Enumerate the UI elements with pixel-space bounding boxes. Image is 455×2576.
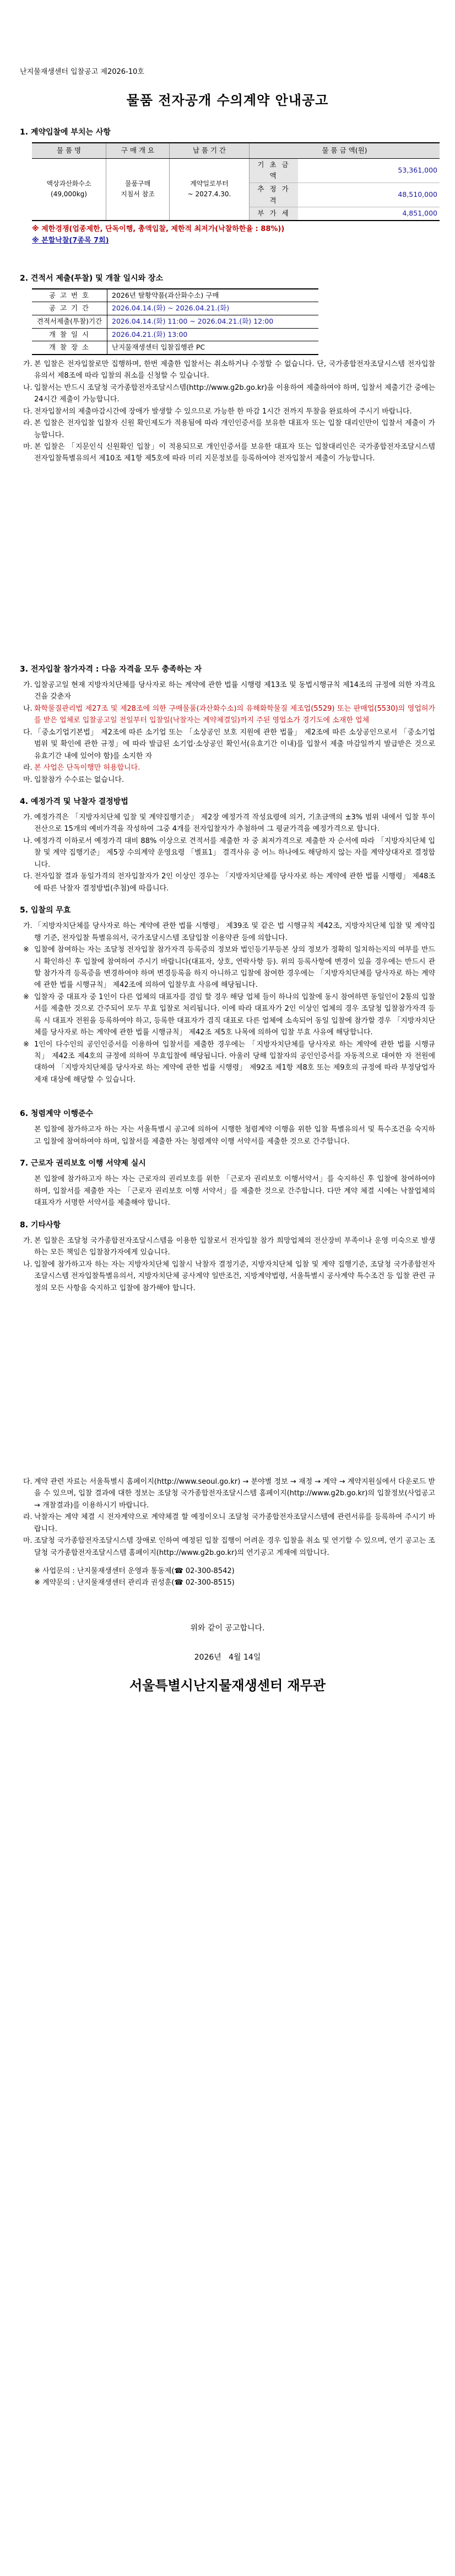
amount-label: 부 가 세	[250, 207, 298, 220]
item-text: 입찰자 중 대표자 중 1인이 다른 업체의 대표자를 겸임 할 경우 해당 업체 들이 하나의 입찰에 동시 참여하면 동일인이 2통의 입찰서를 제출한 것으로 간주되어 모두 무효 입찰로 처리됩니다. 이에 따라 대표자가 2인 이상인 업체의 경우 조달청 입찰참가자격 등록 시 대표자 전원을 등록하여야 하고, 등록한 대표자가 겸직 대표로 다른 업체에 소속되어 동일 입찰에 참가할 경우 「지방자치단체를 당사자로 하는 계약에 관한 법률 시행규칙」 제42조 제5호 나목에 의하여 입찰 무효 사유에 해당합니다.	[34, 992, 435, 1037]
section-3-heading: 3. 전자입찰 참가자격 : 다음 자격을 모두 충족하는 자	[20, 664, 202, 674]
list-item	[23, 774, 435, 786]
item-text: 입찰서는 반드시 조달청 국가종합전자조달시스템(http://www.g2b.go.kr)을 이용하여 제출하여야 하며, 입찰서 제출기간 중에는 24시간 제출이 가능합니다.	[34, 383, 436, 404]
notice-date: 2026년 4월 14일	[194, 1653, 261, 1662]
list-item	[23, 762, 435, 774]
item-label: 가.	[23, 922, 32, 931]
item-label: 나.	[23, 1260, 32, 1269]
item-label: ※	[23, 946, 29, 954]
schedule-key: 공 고 번 호	[32, 289, 107, 302]
item-label: 나.	[23, 704, 32, 713]
item-name: 액상과산화수소	[46, 179, 91, 187]
list-item	[23, 358, 435, 382]
list-item	[23, 1259, 435, 1294]
summary-line-2: 지침서 참조	[121, 190, 155, 198]
item-label: ※	[23, 1040, 29, 1049]
list-item	[23, 991, 435, 1039]
item-label: 다.	[23, 407, 32, 416]
schedule-value: 2026.04.14.(화) ~ 2026.04.21.(화)	[107, 302, 319, 315]
page-title: 물품 전자공개 수의계약 안내공고	[126, 93, 329, 109]
amount-value: 4,851,000	[402, 209, 437, 218]
schedule-key: 공 고 기 간	[32, 302, 107, 315]
period-line-2: ~ 2027.4.30.	[187, 190, 231, 198]
item-label: 라.	[23, 419, 32, 428]
schedule-key: 개 찰 장 소	[32, 341, 107, 355]
document-number: 난지물재생센터 입찰공고 제2026-10호	[20, 68, 144, 76]
list-item	[23, 812, 435, 835]
amount-cell	[250, 158, 440, 221]
item-text: 「중소기업기본법」 제2조에 따른 소기업 또는 「소상공인 보호 지원에 관한 법률」 제2조에 따른 소상공인으로서 「중소기업 범위 및 확인에 관한 규정」에 따라 발급된 소기업·소상공인 확인서(유효기간 이내)를 입찰서 제출 마감일까지 발급받은 것으로 유효기간 내에 있어야 함)를 소지한 자	[34, 728, 435, 760]
item-text: 입찰참가 수수료는 없습니다.	[34, 775, 124, 784]
schedule-value: 난지물재생센터 입찰집행관 PC	[107, 341, 319, 355]
schedule-key: 개 찰 일 시	[32, 328, 107, 341]
bid-items-table	[32, 142, 440, 221]
list-item	[23, 1511, 435, 1535]
item-text: 1인이 다수인의 공인인증서를 이용하여 입찰서를 제출한 경우에는 「지방자치단체를 당사자로 하는 계약에 관한 법률 시행규칙」 제42조 제4호의 규정에 의하여 무효입찰에 해당됩니다. 아울러 당해 입찰자의 공인인증서를 자동적으로 대여한 자 전원에 대하여 「지방자치단체를 당사자로 하는 계약에 관한 법률 시행령」 제92조 제1항 제8호 또는 제9호의 규정에 따라 부정당업자 제재 대상에 해당할 수 있습니다.	[34, 1040, 435, 1084]
item-text: 조달청 국가종합전자조달시스템 장애로 인하여 예정된 입찰 집행이 어려운 경우 입찰을 취소 및 연기할 수 있으며, 연기 공고는 조달청 국가종합전자조달시스템 홈페이지(http://www.g2b.go.kr)의 연기공고 게재에 의합니다.	[34, 1537, 435, 1557]
list-item	[23, 1235, 435, 1259]
section-5-heading: 5. 입찰의 무효	[20, 906, 71, 915]
item-label: 마.	[23, 443, 32, 452]
th-summary: 구 매 개 요	[106, 143, 170, 158]
item-label: 가.	[23, 359, 32, 368]
section-6-heading: 6. 청렴계약 이행준수	[20, 1109, 93, 1119]
split-award-note: ※ 본할낙찰(7종목 7회)	[32, 237, 109, 245]
item-text: 전자입찰서의 제출마감시간에 장애가 발생할 수 있으므로 가능한 한 마감 1시간 전까지 투찰을 완료하여 주시기 바랍니다.	[34, 407, 412, 416]
item-text: 예정가격 이하로서 예정가격 대비 88% 이상으로 견적서를 제출한 자 중 최저가격으로 제출한 자 순서에 따라 「지방자치단체 입찰 및 계약 집행기준」 제5장 수의계약 운영요령 「별표1」 결격사유 중 어느 하나에도 해당하지 않는 자를 계약상대자로 결정합니다.	[34, 836, 435, 869]
item-label: ※	[23, 992, 29, 1001]
schedule-value: 2026.04.21.(화) 13:00	[107, 328, 319, 341]
item-label: 가.	[23, 813, 32, 822]
amount-label: 추 정 가 격	[250, 183, 298, 207]
list-item	[23, 382, 435, 406]
contact-business: ※ 사업문의 : 난지물재생센터 운영과 통동제(☎ 02-300-8542)	[34, 1567, 235, 1576]
item-name-cell	[32, 158, 106, 221]
list-item	[23, 727, 435, 762]
item-text: 예정가격은 「지방자치단체 입찰 및 계약집행기준」 제2장 예정가격 작성요령에 의거, 기초금액의 ±3% 범위 내에서 입찰 투이 전산으로 15개의 예비가격을 작성하여 그중 4개를 전자입찰자가 추첨하여 그 평균가격을 예정가격으로 합니다.	[34, 813, 435, 834]
list-item	[23, 417, 435, 441]
item-text: 본 입찰은 전자입찰 입찰자 신원 확인제도가 적용됨에 따라 개인인증서를 보유한 대표자 또는 입찰 대리인만이 입찰서 제출이 가능합니다.	[34, 419, 435, 439]
item-text: 입찰공고일 현재 지방자치단체를 당사자로 하는 계약에 관한 법률 시행령 제13조 및 동법시행규칙 제14조의 규정에 의한 자격요건을 갖춘자	[34, 681, 435, 701]
schedule-key: 견적서제출(투찰)기간	[32, 315, 107, 329]
list-item	[23, 871, 435, 894]
item-text: 본 입찰은 「지문인식 신원확인 입찰」이 적용되므로 개인인증서를 보유한 대표자 또는 입찰대리인은 국가종합전자조달시스템 전자입찰특별유의서 제10조 제1항 제5호에 따라 미리 지문정보를 등록하여야 전자입찰서 제출이 가능합니다.	[34, 443, 435, 463]
section-7-text: 본 입찰에 참가하고자 하는 자는 근로자의 권리보호를 위한 「근로자 권리보호 이행서약서」를 숙지하신 후 입찰에 참여하여야 하며, 입찰서를 제출한 자는 「근로자 권리보호 이행 서약서」를 제출한 것으로 간주합니다. 다만 계약 체결 시에는 낙찰업체의 대표자가 서명한 서약서를 제출해야 합니다.	[34, 1175, 435, 1208]
list-item	[23, 406, 435, 417]
list-item	[23, 835, 435, 871]
paragraph	[23, 1124, 435, 1147]
list-item	[23, 944, 435, 991]
item-text: 본 입찰은 전자입찰로만 집행하며, 한번 제출한 입찰서는 취소하거나 수정할 수 없습니다. 단, 국가종합전자조달시스템 전자입찰 유의서 제8조에 따라 입찰의 취소를 신청할 수 있습니다.	[34, 359, 435, 380]
item-label: 라.	[23, 764, 32, 772]
th-period: 납 품 기 간	[170, 143, 250, 158]
contact-contract: ※ 계약문의 : 난지물재생센터 관리과 권성훈(☎ 02-300-8515)	[34, 1579, 235, 1587]
item-label: 라.	[23, 1513, 32, 1522]
period-line-1: 계약일로부터	[190, 179, 229, 187]
item-text: 낙찰자는 계약 체결 시 전자계약으로 계약체결 할 예정이오니 조달청 국가종합전자조달시스템에 관련서류를 등록하여 주시기 바랍니다.	[34, 1513, 435, 1533]
item-text: 전자입찰 결과 동일가격의 전자입찰자가 2인 이상인 경우는 「지방자치단체를 당사자로 하는 계약에 관한 법률 시행령」 제48조에 따른 낙찰자 결정방법(추첨)에 따릅니다.	[34, 872, 435, 893]
item-quantity: (49,000kg)	[51, 190, 87, 198]
item-label: 다.	[23, 728, 32, 737]
schedule-table	[32, 288, 318, 355]
amount-value: 53,361,000	[298, 159, 440, 183]
item-text: 입찰에 참가하고자 하는 자는 지방자치단체 입찰시 낙찰자 결정기준, 지방자치단체 입찰 및 계약 집행기준, 조달청 국가종합전자조달시스템 전자입찰특별유의서, 지방자치단체 공사계약 일반조건, 지방계약법령, 서울특별시 공사계약 특수조건 등 입찰 관련 규정의 모든 사항을 숙지하고 입찰에 참가해야 합니다.	[34, 1260, 435, 1292]
item-text: 본 사업은 단독이행만 허용합니다.	[34, 764, 140, 772]
list-item	[23, 1535, 435, 1559]
item-label: 나.	[23, 836, 32, 845]
list-item	[23, 920, 435, 944]
issuer-name: 서울특별시난지물재생센터 재무관	[129, 1678, 326, 1694]
section-1-heading: 1. 계약입찰에 부치는 사항	[20, 128, 111, 137]
section-6-text: 본 입찰에 참가하고자 하는 자는 서울특별시 공고에 의하여 시행한 청렴계약 이행을 위한 입찰 특별유의서 및 특수조건을 숙지하고 입찰에 참여하여야 하며, 입찰서를 제출한 자는 청렴계약 이행 서약서를 제출한 것으로 간주합니다.	[34, 1125, 435, 1146]
section-4-heading: 4. 예정가격 및 낙찰자 결정방법	[20, 797, 128, 806]
item-text: 계약 관련 자료는 서울특별시 홈페이지(http://www.seoul.go.kr) → 분야별 정보 → 재정 → 계약 → 계약지원실에서 다운로드 받을 수 있으며, 입찰 결과에 대한 정보는 조달청 국가종합전자조달시스템 홈페이지(http://www.g2b.go.kr)의 입찰정보(사업공고 → 개찰결과)를 이용하시기 바랍니다.	[34, 1477, 435, 1510]
item-text: 입찰에 참여하는 자는 조달청 전자입찰 참가자격 등록증의 정보와 법인등기부등본 상의 정보가 정확히 일치하는지의 여부를 반드시 확인하신 후 입찰에 참여하여 주시기 바랍니다(대표자, 상호, 연락사항 등). 위의 등록사항에 변경이 있을 경우에는 반드시 관할 참가자격 등록증을 변경하여야 하며 변경등록을 하지 아니하고 입찰에 참여한 경우에는 「지방자치단체를 당사자로 하는 계약에 관한 법률 시행규칙」 제42조에 의하여 입찰무효 사유에 해당됩니다.	[34, 946, 435, 990]
amount-value: 48,510,000	[298, 183, 440, 207]
item-label: 나.	[23, 383, 32, 392]
schedule-value: 2026년 탈황약품(과산화수소) 구매	[107, 289, 319, 302]
summary-cell	[106, 158, 170, 221]
list-item	[23, 679, 435, 703]
item-label: 다.	[23, 872, 32, 881]
section-8-heading: 8. 기타사항	[20, 1220, 61, 1230]
item-text: 「지방자치단체를 당사자로 하는 계약에 관한 법률 시행령」 제39조 및 같은 법 시행규칙 제42조, 지방자치단체 입찰 및 계약집행 기준, 전자입찰 특별유의서, 국가조달시스템 조달입찰 이용약관 등에 의합니다.	[34, 922, 435, 942]
schedule-value: 2026.04.14.(화) 11:00 ~ 2026.04.21.(화) 12:00	[107, 315, 319, 329]
item-text: 화학물질관리법 제27조 및 제28조에 의한 구매물품(과산화수소)의 유해화학물질 제조업(5529) 또는 판매업(5530)의 영업허가를 받은 업체로 입찰공고일 전일부터 입찰일(낙찰자는 계약체결일)까지 주된 영업소가 경기도에 소재한 업체	[34, 704, 435, 725]
restriction-note: ※ 제한경쟁(업종제한, 단독이행, 총액입찰, 제한적 최저가(낙찰하한율 : 88%))	[32, 224, 285, 233]
item-label: 가.	[23, 1236, 32, 1245]
item-label: 가.	[23, 681, 32, 689]
item-label: 마.	[23, 775, 32, 784]
closing-text: 위와 같이 공고합니다.	[190, 1623, 265, 1633]
list-item	[23, 1039, 435, 1086]
section-2-heading: 2. 견적서 제출(투찰) 및 개찰 일시와 장소	[20, 273, 163, 283]
paragraph	[23, 1173, 435, 1209]
item-label: 다.	[23, 1477, 32, 1486]
section-7-heading: 7. 근로자 권리보호 이행 서약제 실시	[20, 1159, 146, 1168]
th-amount: 물 품 금 액(원)	[250, 143, 440, 158]
item-label: 마.	[23, 1537, 32, 1545]
list-item	[23, 1476, 435, 1511]
list-item	[23, 703, 435, 727]
list-item	[23, 441, 435, 465]
summary-line-1: 물품구매	[124, 179, 151, 187]
amount-table	[250, 159, 440, 220]
amount-label: 기 초 금 액	[250, 159, 298, 183]
item-text: 본 입찰은 조달청 국가종합전자조달시스템을 이용한 입찰로서 전자입찰 참가 희망업체의 전산장비 부족이나 운영 미숙으로 발생하는 모든 책임은 입찰참가자에게 있습니다.	[34, 1236, 435, 1257]
th-item-name: 물 품 명	[32, 143, 106, 158]
period-cell	[170, 158, 250, 221]
